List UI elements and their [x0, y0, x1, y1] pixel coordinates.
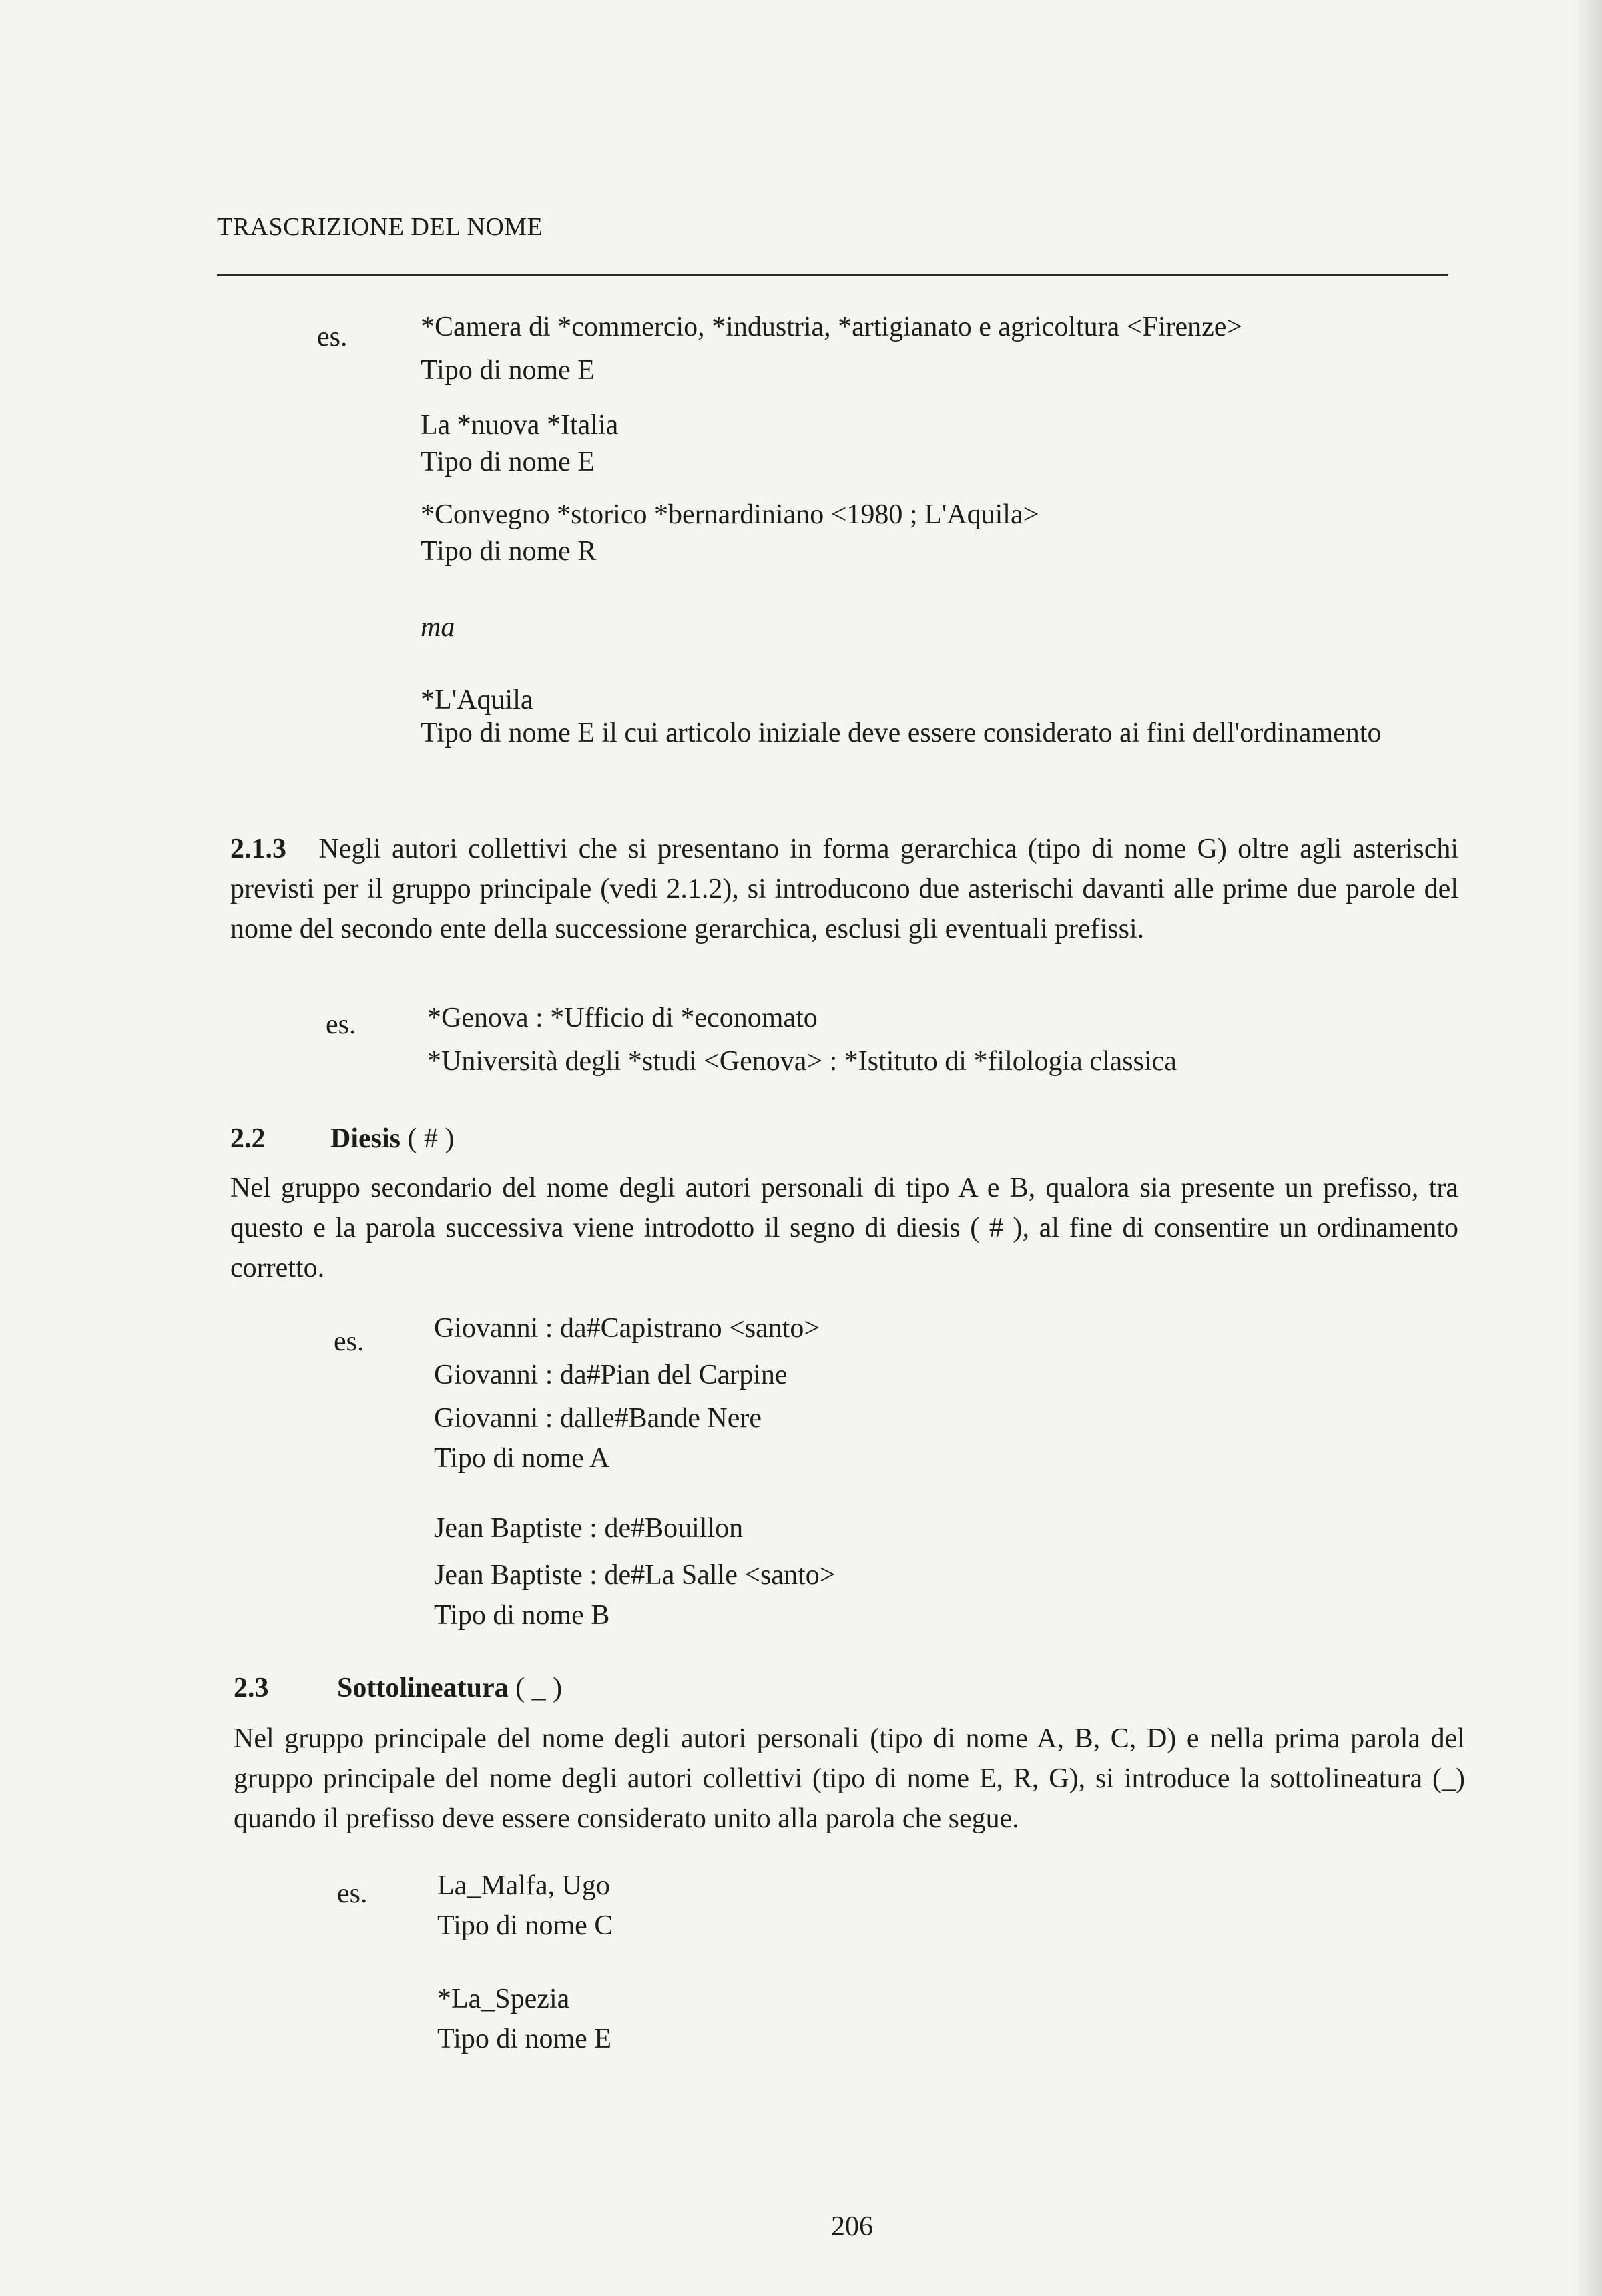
example-type: Tipo di nome E: [421, 355, 595, 386]
section-heading: [330, 1123, 454, 1155]
section-2-2-paragraph: Nel gruppo secondario del nome degli autori personali di tipo A e B, qualora sia presente un prefisso, tra questo e la parola successiva viene introdotto il segno di diesis ( # ), al fine di consentire un ordinamento corretto.: [230, 1173, 1458, 1283]
es-label: es.: [337, 1878, 368, 1909]
section-symbol: ( # ): [407, 1123, 455, 1154]
example-type: Tipo di nome B: [434, 1600, 610, 1631]
example-line: *Genova : *Ufficio di *economato: [427, 1002, 818, 1033]
es-label: es.: [317, 322, 348, 352]
section-number: 2.2: [230, 1123, 266, 1154]
example-type: Tipo di nome C: [437, 1910, 613, 1941]
example-line: Giovanni : da#Capistrano <santo>: [434, 1313, 820, 1344]
example-type: Tipo di nome E: [437, 2024, 611, 2054]
example-line: Giovanni : dalle#Bande Nere: [434, 1403, 762, 1434]
section-text: Negli autori collettivi che si presentano in forma gerarchica (tipo di nome G) oltre agli asterischi previsti per il gruppo principale (vedi 2.1.2), si introducono due asterischi davanti alle prime due parole del nome del secondo ente della successione gerarchica, esclusi gli eventuali prefissi.: [230, 834, 1458, 944]
example-type: Tipo di nome A: [434, 1443, 610, 1474]
example-name: *L'Aquila: [421, 685, 533, 715]
example-line: *La_Spezia: [437, 1984, 570, 2014]
section-number: 2.1.3: [230, 834, 286, 864]
running-header: TRASCRIZIONE DEL NOME: [217, 213, 543, 241]
section-title: Sottolineatura: [337, 1673, 509, 1703]
es-label: es.: [326, 1009, 356, 1040]
page-number: 206: [831, 2211, 873, 2242]
ma-note: ma: [421, 612, 455, 643]
example-name: *Convegno *storico *bernardiniano <1980 ; L'Aquila>: [421, 499, 1039, 530]
section-title: Diesis: [330, 1123, 400, 1154]
page-edge-shadow: [1578, 0, 1602, 2296]
header-rule: [217, 274, 1448, 276]
example-line: Giovanni : da#Pian del Carpine: [434, 1360, 788, 1390]
example-line: Jean Baptiste : de#Bouillon: [434, 1513, 744, 1544]
section-number: 2.3: [234, 1673, 269, 1703]
example-line: La_Malfa, Ugo: [437, 1870, 610, 1901]
example-type: Tipo di nome E: [421, 447, 595, 477]
example-line: Jean Baptiste : de#La Salle <santo>: [434, 1560, 836, 1591]
section-2-3-paragraph: Nel gruppo principale del nome degli autori personali (tipo di nome A, B, C, D) e nella prima parola del gruppo principale del nome degli autori collettivi (tipo di nome E, R, G), si introduce la sottolineatura (_) quando il prefisso deve essere considerato unito alla parola che segue.: [234, 1723, 1465, 1834]
example-line: *Università degli *studi <Genova> : *Istituto di *filologia classica: [427, 1046, 1177, 1077]
es-label: es.: [334, 1326, 364, 1357]
section-heading: [337, 1672, 562, 1704]
example-name: La *nuova *Italia: [421, 410, 619, 441]
example-note: Tipo di nome E il cui articolo iniziale deve essere considerato ai fini dell'ordinamento: [421, 718, 1382, 748]
example-type: Tipo di nome R: [421, 536, 597, 567]
example-name: *Camera di *commercio, *industria, *artigianato e agricoltura <Firenze>: [421, 312, 1243, 342]
section-symbol: ( _ ): [515, 1673, 563, 1703]
section-2-1-3-paragraph: [230, 829, 1458, 949]
